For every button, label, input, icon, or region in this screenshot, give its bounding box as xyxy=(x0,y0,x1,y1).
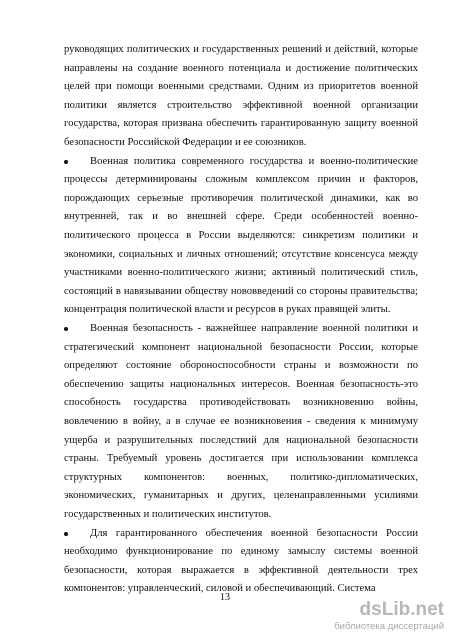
text-line: концентрация политической власти и ресурсов в руках правящей элиты. xyxy=(64,304,391,316)
text-line: стратегический компонент национальной безопасности России, которые xyxy=(64,341,418,353)
text-line: направлены на создание военного потенциала и достижение политических xyxy=(64,62,418,74)
text-line: определяют состояние обороноспособности страны и возможности по xyxy=(64,360,418,372)
bullet-marker xyxy=(64,327,68,331)
watermark-tagline: библиотека диссертаций xyxy=(334,621,444,632)
text-line: состоящий в навязывании обществу нововведений со стороны правительства; xyxy=(64,285,418,297)
watermark-logo: dsLib.net xyxy=(359,599,444,620)
text-line: экономики, социальных и личных отношений; отсутствие консенсуса между xyxy=(64,248,418,260)
text-line: государства, которая призвана обеспечить гарантированную защиту военной xyxy=(64,118,418,130)
text-line: вовлечению в войну, а в случае ее возникновения - сведения к минимуму xyxy=(64,416,418,427)
text-line: процессы детерминированы сложным комплексом причин и факторов, xyxy=(64,174,418,186)
text-line: руководящих политических и государственных решений и действий, которые xyxy=(64,44,418,55)
text-line: безопасности, которая выражается в эффективной деятельности трех xyxy=(64,564,418,576)
text-line: компонентов: управленческий, силовой и обеспечивающий. Система xyxy=(64,583,376,595)
text-line: необходимо функционирование по единому замыслу системы военной xyxy=(64,546,418,558)
text-line: Для гарантированного обеспечения военной безопасности России xyxy=(90,527,418,539)
bullet-marker xyxy=(64,160,68,164)
text-line: Военная политика современного государства и военно-политические xyxy=(90,155,418,167)
text-line: порождающих серьезные противоречия политической динамики, как во xyxy=(64,192,418,204)
text-line: участниками военно-политического жизни; активный политический стиль, xyxy=(64,267,418,279)
text-line: целей при помощи военными средствами. Одним из приоритетов военной xyxy=(64,81,418,93)
watermark xyxy=(304,600,444,634)
text-line: государственных и политических институтов. xyxy=(64,509,272,520)
page-number: 13 xyxy=(220,592,230,603)
text-line: политического процесса в России выделяются: синкретизм политики и xyxy=(64,230,418,241)
text-line: безопасности Российской Федерации и ее союзников. xyxy=(64,137,307,148)
text-line: структурных компонентов: военных, политико-дипломатических, xyxy=(64,471,418,483)
text-line: ущерба и разрушительных последствий для национальной безопасности xyxy=(64,434,418,446)
text-line: Военная безопасность - важнейшее направление военной политики и xyxy=(90,323,418,334)
text-line: политики является строительство эффективной военной организации xyxy=(64,99,418,111)
bullet-marker xyxy=(64,532,68,536)
text-line: страны. Требуемый уровень достигается при использовании комплекса xyxy=(64,453,418,465)
text-line: экономических, гуманитарных и других, целенаправленными усилиями xyxy=(64,490,418,502)
text-line: обеспечению защиты национальных интересов. Военная безопасность-это xyxy=(64,378,418,390)
text-line: внутренней, так и во внешней сфере. Среди особенностей военно- xyxy=(64,211,418,223)
text-line: способность государства противодействовать возникновению войны, xyxy=(64,397,418,409)
